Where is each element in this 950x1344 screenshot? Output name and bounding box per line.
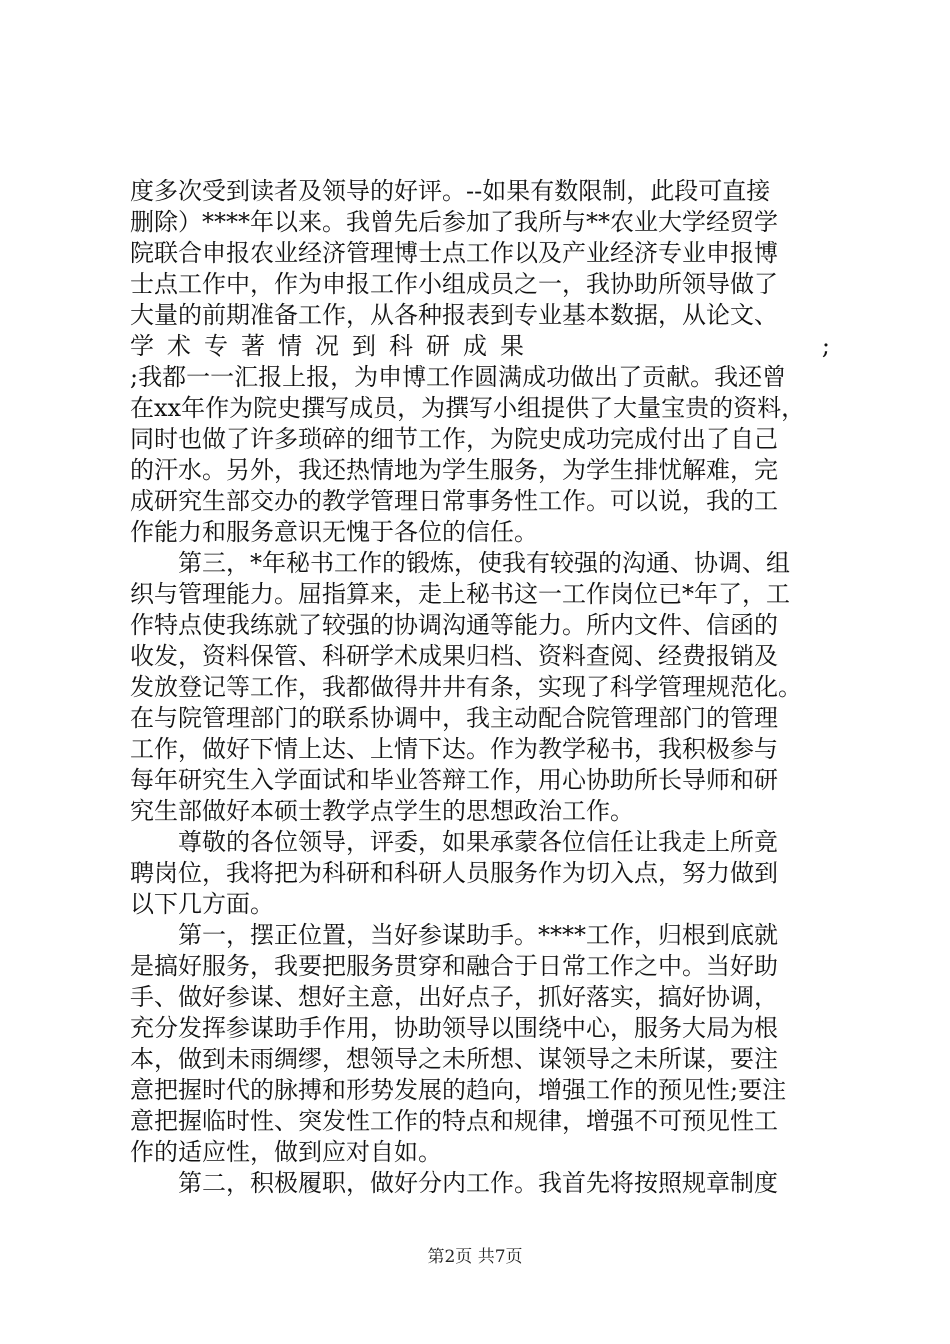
body-text-line: 删除）****年以来。我曾先后参加了我所与**农业大学经贸学 xyxy=(130,208,778,236)
body-text-line-end: ; xyxy=(821,332,830,360)
body-text-line: 院联合申报农业经济管理博士点工作以及产业经济专业申报博 xyxy=(130,239,778,267)
body-text-line: 的汗水。另外，我还热情地为学生服务，为学生排忧解难，完 xyxy=(130,456,778,484)
paragraph-first-line: 第二，积极履职，做好分内工作。我首先将按照规章制度 xyxy=(178,1169,778,1197)
body-text-line: 究生部做好本硕士教学点学生的思想政治工作。 xyxy=(130,797,634,825)
body-text-line: 同时也做了许多琐碎的细节工作，为院史成功完成付出了自己 xyxy=(130,425,778,453)
body-text-line: 意把握临时性、突发性工作的特点和规律，增强不可预见性工 xyxy=(130,1107,778,1135)
body-text-line: 学术专著情况到科研成果 xyxy=(130,332,537,360)
paragraph-first-line: 第三，*年秘书工作的锻炼，使我有较强的沟通、协调、组 xyxy=(178,549,790,577)
body-text-line: 发放登记等工作，我都做得井井有条，实现了科学管理规范化。 xyxy=(130,673,802,701)
body-text-line: 大量的前期准备工作，从各种报表到专业基本数据，从论文、 xyxy=(130,301,778,329)
body-text-line: 在与院管理部门的联系协调中，我主动配合院管理部门的管理 xyxy=(130,704,778,732)
body-text-line: 每年研究生入学面试和毕业答辩工作，用心协助所长导师和研 xyxy=(130,766,778,794)
body-text-line: 聘岗位，我将把为科研和科研人员服务作为切入点，努力做到 xyxy=(130,859,778,887)
body-text-line: 充分发挥参谋助手作用，协助领导以围绕中心，服务大局为根 xyxy=(130,1014,778,1042)
body-text-line: 工作，做好下情上达、上情下达。作为教学秘书，我积极参与 xyxy=(130,735,778,763)
body-text-line: 在xx年作为院史撰写成员，为撰写小组提供了大量宝贵的资料， xyxy=(130,394,806,422)
body-text-line: 织与管理能力。屈指算来，走上秘书这一工作岗位已*年了，工 xyxy=(130,580,790,608)
body-text-line: 是搞好服务，我要把服务贯穿和融合于日常工作之中。当好助 xyxy=(130,952,778,980)
body-text-line: 作特点使我练就了较强的协调沟通等能力。所内文件、信函的 xyxy=(130,611,778,639)
paragraph-first-line: 尊敬的各位领导，评委，如果承蒙各位信任让我走上所竟 xyxy=(178,828,778,856)
body-text-line: 作的适应性，做到应对自如。 xyxy=(130,1138,442,1166)
body-text-line: 以下几方面。 xyxy=(130,890,274,918)
body-text-line: 意把握时代的脉搏和形势发展的趋向，增强工作的预见性;要注 xyxy=(130,1076,787,1104)
body-text-line: 度多次受到读者及领导的好评。--如果有数限制，此段可直接 xyxy=(130,177,771,205)
body-text-line: 本，做到未雨绸缪，想领导之未所想、谋领导之未所谋，要注 xyxy=(130,1045,778,1073)
page-footer: 第2页 共7页 xyxy=(427,1247,523,1267)
paragraph-first-line: 第一，摆正位置，当好参谋助手。****工作，归根到底就 xyxy=(178,921,778,949)
body-text-line: 作能力和服务意识无愧于各位的信任。 xyxy=(130,518,538,546)
body-text-line: 收发，资料保管、科研学术成果归档、资料查阅、经费报销及 xyxy=(130,642,778,670)
body-text-line: 士点工作中，作为申报工作小组成员之一，我协助所领导做了 xyxy=(130,270,778,298)
body-text-line: 手、做好参谋、想好主意，出好点子，抓好落实，搞好协调， xyxy=(130,983,778,1011)
body-text-line: 成研究生部交办的教学管理日常事务性工作。可以说，我的工 xyxy=(130,487,778,515)
body-text-line: ;我都一一汇报上报，为申博工作圆满成功做出了贡献。我还曾 xyxy=(130,363,787,391)
